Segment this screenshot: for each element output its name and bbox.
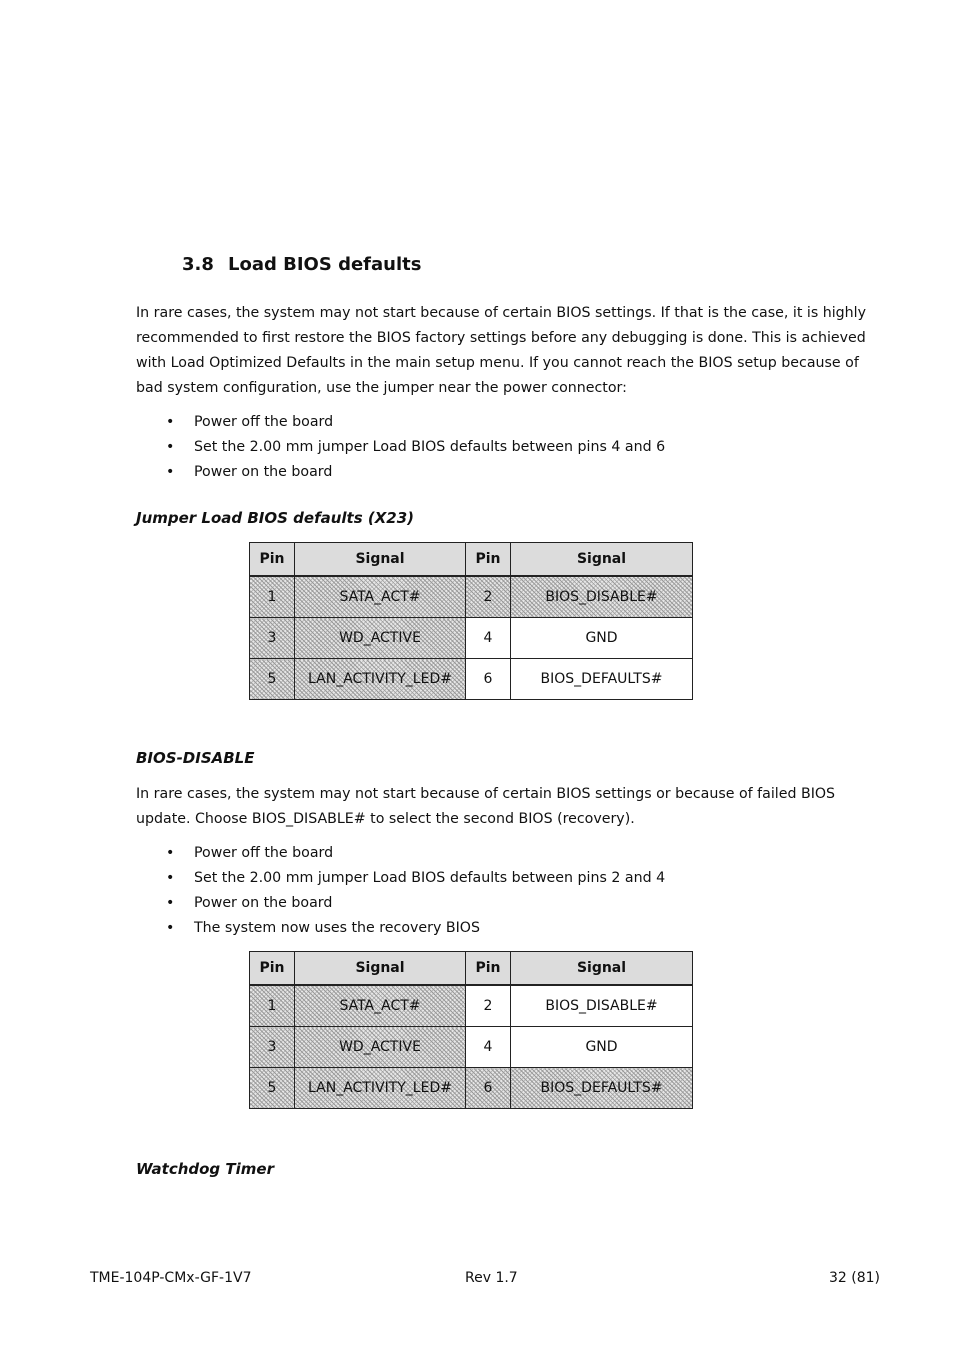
table-row: [250, 1027, 693, 1068]
table-cell: 1: [250, 985, 295, 1027]
footer-page-number: 32 (81): [829, 1270, 881, 1286]
table-cell: BIOS_DEFAULTS#: [511, 659, 693, 700]
bullet-icon: •: [166, 464, 175, 480]
table-row: [250, 576, 693, 618]
intro-paragraph: In rare cases, the system may not start because of certain BIOS settings. If that is the case, it is highly recommended to first restore the BIOS factory settings before any debugging is done. This is achieved with Load Optimized Defaults in the main setup menu. If you cannot reach the BIOS setup because of bad system configuration, use the jumper near the power connector:: [136, 305, 867, 396]
bullet-icon: •: [166, 870, 175, 886]
table-cell: 2: [466, 985, 511, 1027]
list-item: • Power off the board: [136, 841, 665, 866]
list-item: • The system now uses the recovery BIOS: [136, 916, 665, 941]
table-cell: SATA_ACT#: [295, 576, 466, 618]
table-row: [250, 618, 693, 659]
table-cell: WD_ACTIVE: [295, 1027, 466, 1068]
table-cell: 5: [250, 659, 295, 700]
table-row: [250, 659, 693, 700]
header-signal: Signal: [295, 543, 466, 577]
header-signal: Signal: [295, 952, 466, 986]
list-item: • Set the 2.00 mm jumper Load BIOS defaults between pins 4 and 6: [136, 435, 665, 460]
list-item: • Set the 2.00 mm jumper Load BIOS defaults between pins 2 and 4: [136, 866, 665, 891]
footer-doc-id: TME-104P-CMx-GF-1V7: [90, 1270, 252, 1286]
table-cell: GND: [511, 618, 693, 659]
bullet-icon: •: [166, 920, 175, 936]
header-pin: Pin: [466, 543, 511, 577]
header-pin: Pin: [250, 952, 295, 986]
table-cell: 6: [466, 659, 511, 700]
steps-list-2: [136, 841, 665, 941]
table-cell: 4: [466, 618, 511, 659]
table-header-row: [250, 543, 693, 577]
list-item: • Power off the board: [136, 410, 665, 435]
table-cell: GND: [511, 1027, 693, 1068]
table-row: [250, 985, 693, 1027]
bullet-icon: •: [166, 845, 175, 861]
section-number: 3.8: [182, 254, 214, 275]
table1-title: Jumper Load BIOS defaults (X23): [136, 509, 415, 527]
list-item: • Power on the board: [136, 891, 665, 916]
table-cell: SATA_ACT#: [295, 985, 466, 1027]
table-header-row: [250, 952, 693, 986]
table-cell: 1: [250, 576, 295, 618]
table-cell: 4: [466, 1027, 511, 1068]
jumper-table-1: [249, 542, 693, 700]
header-signal: Signal: [511, 543, 693, 577]
jumper-table-2: [249, 951, 693, 1109]
header-signal: Signal: [511, 952, 693, 986]
table-cell: 5: [250, 1068, 295, 1109]
table-cell: BIOS_DISABLE#: [511, 576, 693, 618]
table-row: [250, 1068, 693, 1109]
table-cell: 3: [250, 618, 295, 659]
footer-revision: Rev 1.7: [465, 1270, 518, 1286]
table-cell: LAN_ACTIVITY_LED#: [295, 1068, 466, 1109]
table-cell: BIOS_DISABLE#: [511, 985, 693, 1027]
bios-disable-title: BIOS-DISABLE: [136, 749, 255, 767]
table-cell: 6: [466, 1068, 511, 1109]
bullet-icon: •: [166, 414, 175, 430]
table-cell: WD_ACTIVE: [295, 618, 466, 659]
table-cell: BIOS_DEFAULTS#: [511, 1068, 693, 1109]
bullet-icon: •: [166, 895, 175, 911]
table-cell: 2: [466, 576, 511, 618]
section-title: Load BIOS defaults: [228, 254, 422, 275]
header-pin: Pin: [466, 952, 511, 986]
table-cell: 3: [250, 1027, 295, 1068]
list-item: • Power on the board: [136, 460, 665, 485]
section-heading: [182, 254, 421, 275]
watchdog-title: Watchdog Timer: [136, 1160, 274, 1178]
table-cell: LAN_ACTIVITY_LED#: [295, 659, 466, 700]
header-pin: Pin: [250, 543, 295, 577]
bullet-icon: •: [166, 439, 175, 455]
steps-list-1: [136, 410, 665, 485]
bios-disable-paragraph: In rare cases, the system may not start because of certain BIOS settings or because of failed BIOS update. Choose BIOS_DISABLE# to select the second BIOS (recovery).: [136, 786, 836, 827]
